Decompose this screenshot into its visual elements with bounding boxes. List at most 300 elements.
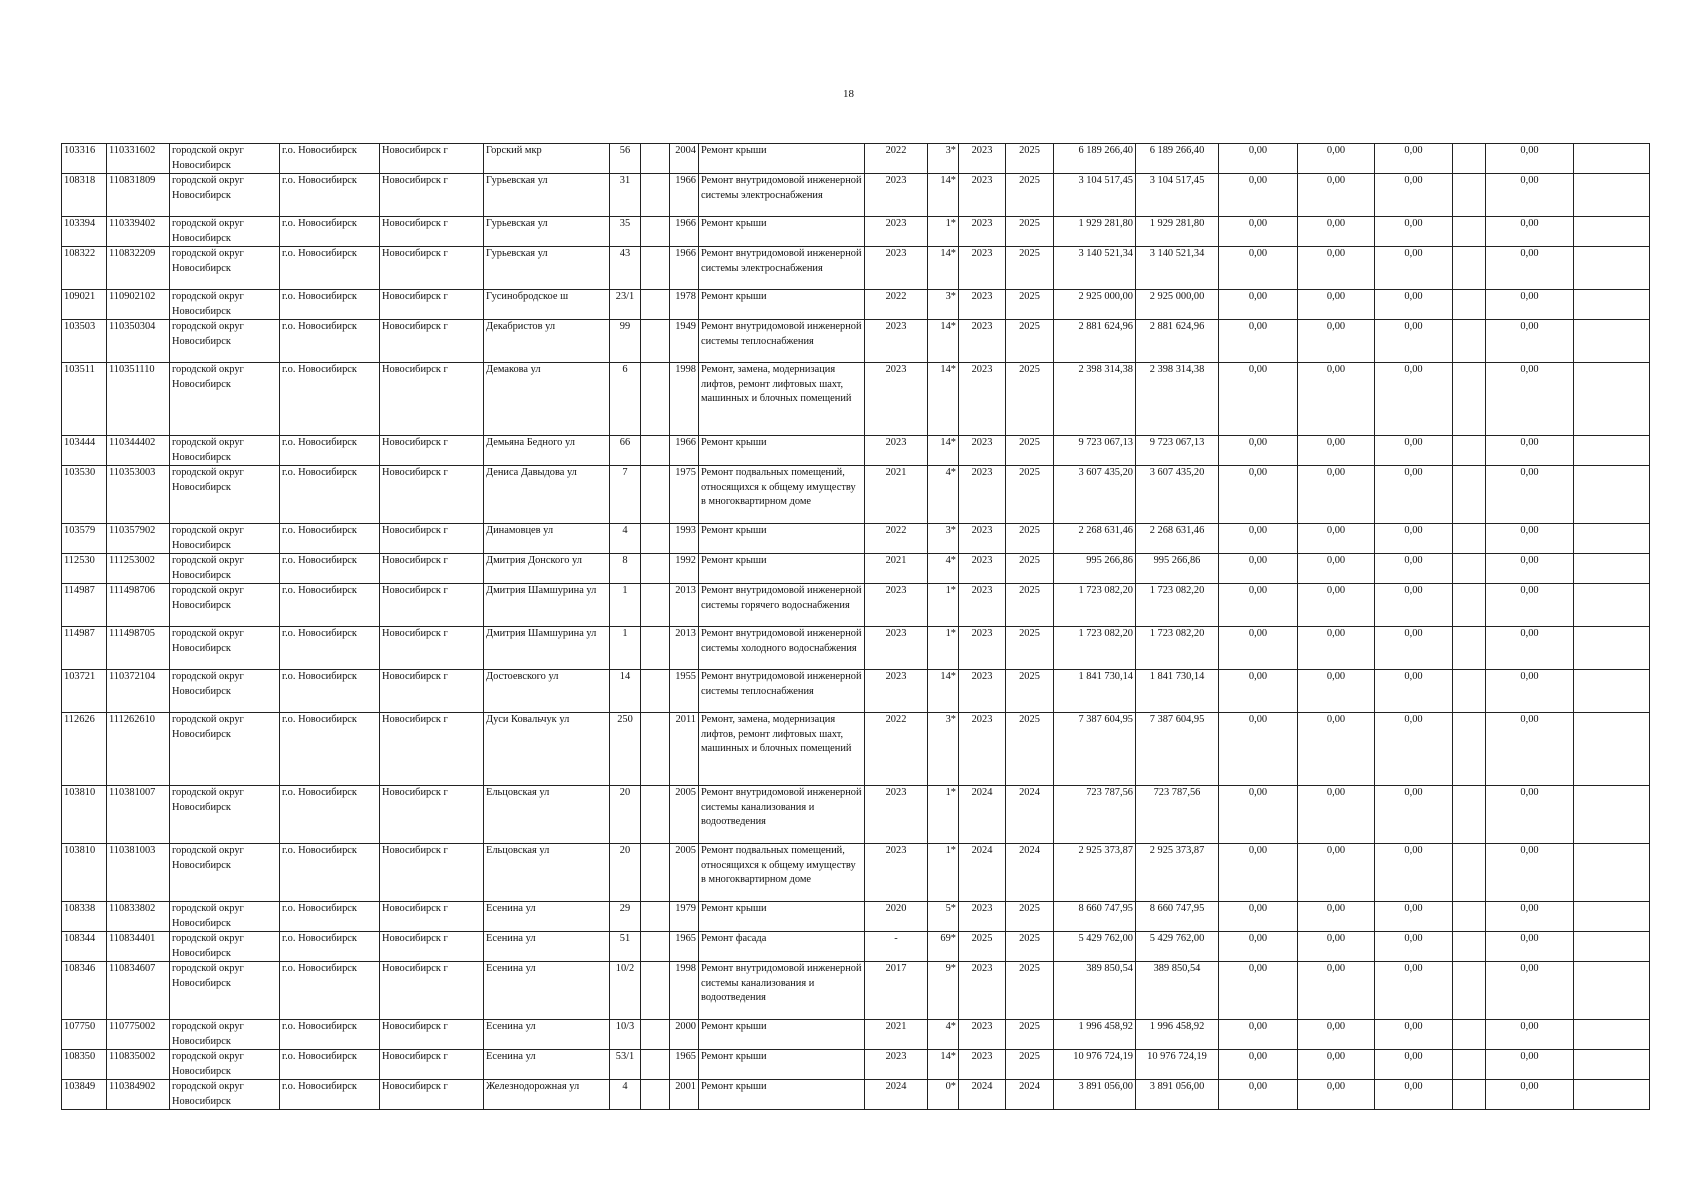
cell-record-code: 110833802 [107, 902, 170, 932]
cell-record-code: 110357902 [107, 524, 170, 554]
cell-street: Динамовцев ул [484, 524, 610, 554]
cell-year-built: 1965 [670, 1050, 699, 1080]
cell-total-cost: 1 723 082,20 [1054, 627, 1136, 670]
cell-total-cost: 389 850,54 [1054, 962, 1136, 1020]
table-row [62, 584, 1650, 627]
cell-cost-fund: 995 266,86 [1136, 554, 1219, 584]
cell-work-type: Ремонт подвальных помещений, относящихся к общему имуществу в многоквартирном доме [699, 844, 865, 902]
cell-cost-budget-federal: 0,00 [1219, 363, 1298, 436]
cell-cost-owners: 0,00 [1486, 844, 1574, 902]
cell-year-built: 1998 [670, 363, 699, 436]
cell-norm-period: 1* [928, 844, 959, 902]
cell-settlement: Новосибирск г [380, 290, 484, 320]
cell-plan-end-year: 2025 [1006, 902, 1054, 932]
cell-cost-budget-regional: 0,00 [1298, 584, 1375, 627]
cell-cost-budget-regional: 0,00 [1298, 670, 1375, 713]
cell-plan-start-year: 2023 [959, 713, 1006, 786]
cell-last-repair-year: 2022 [865, 290, 928, 320]
table-row [62, 174, 1650, 217]
cell-notes [1574, 627, 1650, 670]
cell-building [641, 584, 670, 627]
table-row [62, 786, 1650, 844]
cell-last-repair-year: 2023 [865, 584, 928, 627]
cell-notes [1574, 902, 1650, 932]
cell-cost-budget-federal: 0,00 [1219, 247, 1298, 290]
cell-cost-fund: 8 660 747,95 [1136, 902, 1219, 932]
cell-total-cost: 3 891 056,00 [1054, 1080, 1136, 1110]
cell-municipality: городской округ Новосибирск [170, 902, 280, 932]
cell-year-built: 1966 [670, 436, 699, 466]
cell-cost-budget-local: 0,00 [1375, 713, 1453, 786]
cell-norm-period: 1* [928, 584, 959, 627]
cell-building [641, 247, 670, 290]
cell-norm-period: 0* [928, 1080, 959, 1110]
cell-street: Есенина ул [484, 1050, 610, 1080]
cell-cost-owners: 0,00 [1486, 524, 1574, 554]
cell-notes [1574, 1050, 1650, 1080]
cell-notes [1574, 436, 1650, 466]
cell-cost-budget-local: 0,00 [1375, 902, 1453, 932]
cell-work-type: Ремонт внутридомовой инженерной системы электроснабжения [699, 247, 865, 290]
cell-cost-owners: 0,00 [1486, 290, 1574, 320]
cell-cost-budget-federal: 0,00 [1219, 786, 1298, 844]
cell-year-built: 1979 [670, 902, 699, 932]
cell-record-code: 110384902 [107, 1080, 170, 1110]
cell-norm-period: 14* [928, 436, 959, 466]
cell-blank [1453, 786, 1486, 844]
cell-building [641, 786, 670, 844]
cell-building [641, 320, 670, 363]
cell-plan-start-year: 2023 [959, 1050, 1006, 1080]
cell-cost-budget-local: 0,00 [1375, 436, 1453, 466]
cell-plan-end-year: 2025 [1006, 524, 1054, 554]
cell-total-cost: 1 929 281,80 [1054, 217, 1136, 247]
cell-year-built: 2005 [670, 786, 699, 844]
cell-plan-start-year: 2024 [959, 844, 1006, 902]
cell-cost-budget-federal: 0,00 [1219, 290, 1298, 320]
cell-blank [1453, 144, 1486, 174]
cell-notes [1574, 320, 1650, 363]
table-row [62, 1080, 1650, 1110]
cell-cost-owners: 0,00 [1486, 627, 1574, 670]
cell-building [641, 554, 670, 584]
cell-street: Гурьевская ул [484, 174, 610, 217]
cell-plan-end-year: 2025 [1006, 962, 1054, 1020]
cell-cost-owners: 0,00 [1486, 554, 1574, 584]
cell-notes [1574, 524, 1650, 554]
cell-plan-start-year: 2024 [959, 786, 1006, 844]
cell-record-code: 110339402 [107, 217, 170, 247]
cell-id: 103394 [62, 217, 107, 247]
cell-cost-budget-regional: 0,00 [1298, 320, 1375, 363]
page-number: 18 [843, 88, 854, 100]
cell-total-cost: 2 925 373,87 [1054, 844, 1136, 902]
cell-building [641, 902, 670, 932]
cell-building [641, 932, 670, 962]
cell-record-code: 110831809 [107, 174, 170, 217]
cell-notes [1574, 466, 1650, 524]
cell-cost-budget-federal: 0,00 [1219, 436, 1298, 466]
cell-blank [1453, 290, 1486, 320]
cell-cost-fund: 3 607 435,20 [1136, 466, 1219, 524]
cell-year-built: 1965 [670, 932, 699, 962]
cell-settlement: Новосибирск г [380, 554, 484, 584]
cell-municipality: городской округ Новосибирск [170, 786, 280, 844]
cell-id: 103503 [62, 320, 107, 363]
cell-settlement: Новосибирск г [380, 174, 484, 217]
cell-total-cost: 3 140 521,34 [1054, 247, 1136, 290]
cell-work-type: Ремонт крыши [699, 1080, 865, 1110]
cell-house-number: 31 [610, 174, 641, 217]
cell-last-repair-year: 2022 [865, 713, 928, 786]
cell-street: Дуси Ковальчук ул [484, 713, 610, 786]
cell-notes [1574, 1020, 1650, 1050]
cell-last-repair-year: 2023 [865, 436, 928, 466]
cell-last-repair-year: 2023 [865, 363, 928, 436]
cell-total-cost: 1 841 730,14 [1054, 670, 1136, 713]
cell-building [641, 217, 670, 247]
cell-plan-start-year: 2023 [959, 144, 1006, 174]
cell-plan-end-year: 2025 [1006, 627, 1054, 670]
cell-cost-fund: 6 189 266,40 [1136, 144, 1219, 174]
cell-municipality: городской округ Новосибирск [170, 713, 280, 786]
cell-cost-budget-local: 0,00 [1375, 290, 1453, 320]
cell-municipality: городской округ Новосибирск [170, 584, 280, 627]
cell-street: Есенина ул [484, 932, 610, 962]
cell-id: 108344 [62, 932, 107, 962]
cell-cost-fund: 1 723 082,20 [1136, 584, 1219, 627]
cell-cost-budget-federal: 0,00 [1219, 174, 1298, 217]
cell-municipality: городской округ Новосибирск [170, 627, 280, 670]
cell-last-repair-year: 2021 [865, 466, 928, 524]
cell-settlement: Новосибирск г [380, 466, 484, 524]
cell-id: 108350 [62, 1050, 107, 1080]
cell-cost-budget-local: 0,00 [1375, 174, 1453, 217]
cell-cost-owners: 0,00 [1486, 247, 1574, 290]
cell-settlement: Новосибирск г [380, 524, 484, 554]
cell-last-repair-year: 2023 [865, 1050, 928, 1080]
cell-cost-budget-local: 0,00 [1375, 962, 1453, 1020]
cell-year-built: 1998 [670, 962, 699, 1020]
cell-cost-budget-regional: 0,00 [1298, 217, 1375, 247]
cell-id: 103530 [62, 466, 107, 524]
cell-work-type: Ремонт крыши [699, 290, 865, 320]
cell-municipality: городской округ Новосибирск [170, 247, 280, 290]
cell-work-type: Ремонт внутридомовой инженерной системы горячего водоснабжения [699, 584, 865, 627]
cell-plan-end-year: 2025 [1006, 466, 1054, 524]
cell-municipal-district: г.о. Новосибирск [280, 844, 380, 902]
cell-blank [1453, 962, 1486, 1020]
cell-cost-budget-federal: 0,00 [1219, 932, 1298, 962]
cell-cost-owners: 0,00 [1486, 217, 1574, 247]
cell-record-code: 110775002 [107, 1020, 170, 1050]
cell-norm-period: 1* [928, 217, 959, 247]
cell-municipality: городской округ Новосибирск [170, 932, 280, 962]
cell-cost-fund: 1 996 458,92 [1136, 1020, 1219, 1050]
cell-plan-start-year: 2023 [959, 554, 1006, 584]
cell-id: 103810 [62, 844, 107, 902]
cell-municipal-district: г.о. Новосибирск [280, 1050, 380, 1080]
cell-plan-end-year: 2025 [1006, 290, 1054, 320]
cell-cost-budget-federal: 0,00 [1219, 627, 1298, 670]
cell-norm-period: 14* [928, 320, 959, 363]
cell-cost-budget-federal: 0,00 [1219, 1080, 1298, 1110]
cell-notes [1574, 363, 1650, 436]
cell-last-repair-year: 2017 [865, 962, 928, 1020]
cell-municipal-district: г.о. Новосибирск [280, 962, 380, 1020]
cell-year-built: 2001 [670, 1080, 699, 1110]
cell-work-type: Ремонт внутридомовой инженерной системы холодного водоснабжения [699, 627, 865, 670]
cell-id: 112626 [62, 713, 107, 786]
cell-total-cost: 5 429 762,00 [1054, 932, 1136, 962]
cell-year-built: 1975 [670, 466, 699, 524]
cell-plan-end-year: 2025 [1006, 247, 1054, 290]
cell-cost-fund: 1 841 730,14 [1136, 670, 1219, 713]
cell-id: 108318 [62, 174, 107, 217]
cell-blank [1453, 670, 1486, 713]
cell-plan-end-year: 2024 [1006, 1080, 1054, 1110]
cell-record-code: 110350304 [107, 320, 170, 363]
cell-cost-budget-federal: 0,00 [1219, 902, 1298, 932]
cell-settlement: Новосибирск г [380, 217, 484, 247]
cell-record-code: 110834401 [107, 932, 170, 962]
cell-building [641, 670, 670, 713]
cell-cost-owners: 0,00 [1486, 1020, 1574, 1050]
cell-blank [1453, 174, 1486, 217]
cell-cost-budget-federal: 0,00 [1219, 524, 1298, 554]
table-row [62, 290, 1650, 320]
cell-plan-start-year: 2023 [959, 584, 1006, 627]
cell-cost-budget-regional: 0,00 [1298, 436, 1375, 466]
table-row [62, 524, 1650, 554]
cell-cost-budget-regional: 0,00 [1298, 524, 1375, 554]
cell-year-built: 2013 [670, 584, 699, 627]
cell-building [641, 290, 670, 320]
cell-building [641, 436, 670, 466]
cell-last-repair-year: 2023 [865, 217, 928, 247]
cell-cost-fund: 389 850,54 [1136, 962, 1219, 1020]
cell-last-repair-year: 2023 [865, 247, 928, 290]
cell-municipal-district: г.о. Новосибирск [280, 1020, 380, 1050]
cell-plan-start-year: 2023 [959, 320, 1006, 363]
cell-municipality: городской округ Новосибирск [170, 436, 280, 466]
cell-municipal-district: г.о. Новосибирск [280, 713, 380, 786]
cell-municipal-district: г.о. Новосибирск [280, 320, 380, 363]
cell-house-number: 8 [610, 554, 641, 584]
table-row [62, 1050, 1650, 1080]
cell-cost-fund: 9 723 067,13 [1136, 436, 1219, 466]
cell-municipality: городской округ Новосибирск [170, 554, 280, 584]
cell-street: Ельцовская ул [484, 786, 610, 844]
cell-cost-budget-regional: 0,00 [1298, 1050, 1375, 1080]
cell-notes [1574, 962, 1650, 1020]
cell-municipality: городской округ Новосибирск [170, 144, 280, 174]
cell-cost-budget-local: 0,00 [1375, 670, 1453, 713]
cell-year-built: 1949 [670, 320, 699, 363]
cell-cost-fund: 2 925 000,00 [1136, 290, 1219, 320]
cell-blank [1453, 466, 1486, 524]
cell-record-code: 111498705 [107, 627, 170, 670]
cell-notes [1574, 932, 1650, 962]
table-row [62, 436, 1650, 466]
cell-cost-budget-federal: 0,00 [1219, 1050, 1298, 1080]
cell-work-type: Ремонт внутридомовой инженерной системы теплоснабжения [699, 320, 865, 363]
cell-cost-owners: 0,00 [1486, 962, 1574, 1020]
cell-plan-end-year: 2024 [1006, 844, 1054, 902]
cell-street: Есенина ул [484, 902, 610, 932]
cell-house-number: 29 [610, 902, 641, 932]
cell-cost-budget-regional: 0,00 [1298, 932, 1375, 962]
cell-work-type: Ремонт подвальных помещений, относящихся к общему имуществу в многоквартирном доме [699, 466, 865, 524]
cell-cost-budget-federal: 0,00 [1219, 320, 1298, 363]
cell-record-code: 111262610 [107, 713, 170, 786]
cell-last-repair-year: 2023 [865, 844, 928, 902]
cell-id: 103810 [62, 786, 107, 844]
table-row [62, 1020, 1650, 1050]
cell-municipal-district: г.о. Новосибирск [280, 466, 380, 524]
cell-cost-budget-regional: 0,00 [1298, 713, 1375, 786]
cell-id: 103316 [62, 144, 107, 174]
cell-cost-fund: 3 891 056,00 [1136, 1080, 1219, 1110]
cell-notes [1574, 786, 1650, 844]
cell-notes [1574, 247, 1650, 290]
cell-id: 114987 [62, 627, 107, 670]
cell-plan-end-year: 2025 [1006, 320, 1054, 363]
cell-municipal-district: г.о. Новосибирск [280, 436, 380, 466]
cell-municipality: городской округ Новосибирск [170, 290, 280, 320]
cell-id: 103579 [62, 524, 107, 554]
cell-total-cost: 7 387 604,95 [1054, 713, 1136, 786]
capital-repair-table [61, 143, 1650, 1110]
cell-id: 114987 [62, 584, 107, 627]
cell-settlement: Новосибирск г [380, 670, 484, 713]
cell-house-number: 6 [610, 363, 641, 436]
table-row [62, 627, 1650, 670]
cell-id: 103849 [62, 1080, 107, 1110]
cell-record-code: 111253002 [107, 554, 170, 584]
cell-house-number: 20 [610, 786, 641, 844]
cell-street: Гусинобродское ш [484, 290, 610, 320]
cell-blank [1453, 627, 1486, 670]
cell-building [641, 174, 670, 217]
cell-last-repair-year: 2020 [865, 902, 928, 932]
cell-last-repair-year: 2022 [865, 144, 928, 174]
cell-norm-period: 14* [928, 670, 959, 713]
cell-work-type: Ремонт крыши [699, 1050, 865, 1080]
cell-notes [1574, 174, 1650, 217]
cell-municipal-district: г.о. Новосибирск [280, 554, 380, 584]
cell-street: Дениса Давыдова ул [484, 466, 610, 524]
cell-id: 108338 [62, 902, 107, 932]
cell-cost-budget-local: 0,00 [1375, 466, 1453, 524]
cell-cost-budget-regional: 0,00 [1298, 174, 1375, 217]
cell-total-cost: 6 189 266,40 [1054, 144, 1136, 174]
cell-total-cost: 723 787,56 [1054, 786, 1136, 844]
cell-settlement: Новосибирск г [380, 627, 484, 670]
cell-norm-period: 3* [928, 524, 959, 554]
cell-plan-end-year: 2025 [1006, 932, 1054, 962]
cell-cost-budget-federal: 0,00 [1219, 466, 1298, 524]
cell-cost-budget-federal: 0,00 [1219, 962, 1298, 1020]
cell-norm-period: 14* [928, 247, 959, 290]
cell-municipality: городской округ Новосибирск [170, 1020, 280, 1050]
cell-cost-owners: 0,00 [1486, 1050, 1574, 1080]
cell-id: 103721 [62, 670, 107, 713]
cell-plan-start-year: 2024 [959, 1080, 1006, 1110]
cell-work-type: Ремонт крыши [699, 902, 865, 932]
cell-last-repair-year: 2023 [865, 320, 928, 363]
cell-municipality: городской округ Новосибирск [170, 363, 280, 436]
cell-cost-owners: 0,00 [1486, 1080, 1574, 1110]
cell-cost-owners: 0,00 [1486, 670, 1574, 713]
cell-cost-owners: 0,00 [1486, 584, 1574, 627]
cell-norm-period: 1* [928, 786, 959, 844]
cell-cost-budget-regional: 0,00 [1298, 247, 1375, 290]
cell-cost-budget-regional: 0,00 [1298, 554, 1375, 584]
cell-cost-fund: 3 104 517,45 [1136, 174, 1219, 217]
cell-year-built: 2000 [670, 1020, 699, 1050]
cell-cost-budget-local: 0,00 [1375, 1080, 1453, 1110]
cell-municipal-district: г.о. Новосибирск [280, 144, 380, 174]
cell-work-type: Ремонт крыши [699, 436, 865, 466]
cell-year-built: 2004 [670, 144, 699, 174]
cell-work-type: Ремонт крыши [699, 217, 865, 247]
cell-cost-budget-local: 0,00 [1375, 844, 1453, 902]
cell-plan-end-year: 2025 [1006, 554, 1054, 584]
cell-year-built: 1955 [670, 670, 699, 713]
cell-settlement: Новосибирск г [380, 436, 484, 466]
cell-norm-period: 3* [928, 713, 959, 786]
cell-id: 109021 [62, 290, 107, 320]
cell-total-cost: 2 881 624,96 [1054, 320, 1136, 363]
cell-last-repair-year: 2023 [865, 786, 928, 844]
cell-plan-end-year: 2025 [1006, 670, 1054, 713]
cell-cost-budget-federal: 0,00 [1219, 584, 1298, 627]
cell-work-type: Ремонт внутридомовой инженерной системы теплоснабжения [699, 670, 865, 713]
cell-settlement: Новосибирск г [380, 1080, 484, 1110]
cell-house-number: 43 [610, 247, 641, 290]
cell-municipality: городской округ Новосибирск [170, 174, 280, 217]
cell-last-repair-year: 2024 [865, 1080, 928, 1110]
cell-cost-fund: 3 140 521,34 [1136, 247, 1219, 290]
cell-plan-start-year: 2023 [959, 902, 1006, 932]
cell-cost-budget-federal: 0,00 [1219, 144, 1298, 174]
cell-notes [1574, 144, 1650, 174]
cell-cost-fund: 7 387 604,95 [1136, 713, 1219, 786]
cell-cost-fund: 2 398 314,38 [1136, 363, 1219, 436]
cell-cost-budget-local: 0,00 [1375, 554, 1453, 584]
cell-plan-end-year: 2025 [1006, 1050, 1054, 1080]
cell-plan-end-year: 2025 [1006, 1020, 1054, 1050]
cell-year-built: 1966 [670, 247, 699, 290]
cell-blank [1453, 1080, 1486, 1110]
cell-cost-owners: 0,00 [1486, 144, 1574, 174]
cell-plan-start-year: 2023 [959, 524, 1006, 554]
cell-plan-start-year: 2023 [959, 363, 1006, 436]
cell-cost-owners: 0,00 [1486, 363, 1574, 436]
cell-street: Гурьевская ул [484, 247, 610, 290]
cell-cost-budget-regional: 0,00 [1298, 466, 1375, 524]
cell-plan-end-year: 2025 [1006, 217, 1054, 247]
cell-plan-end-year: 2025 [1006, 363, 1054, 436]
table-row [62, 363, 1650, 436]
cell-municipal-district: г.о. Новосибирск [280, 174, 380, 217]
cell-cost-budget-regional: 0,00 [1298, 1020, 1375, 1050]
cell-street: Железнодорожная ул [484, 1080, 610, 1110]
cell-work-type: Ремонт внутридомовой инженерной системы канализования и водоотведения [699, 962, 865, 1020]
cell-work-type: Ремонт фасада [699, 932, 865, 962]
cell-cost-budget-regional: 0,00 [1298, 363, 1375, 436]
